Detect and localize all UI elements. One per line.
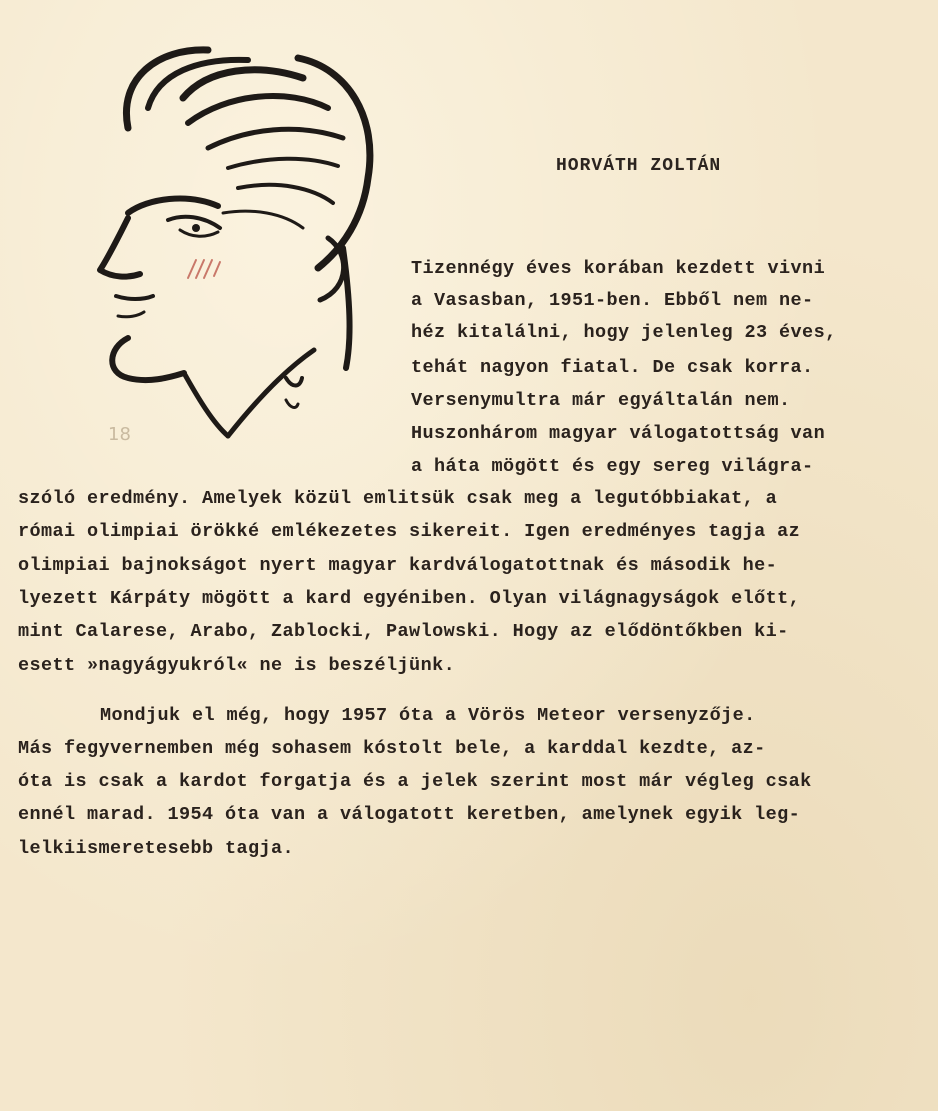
text-line: óta is csak a kardot forgatja és a jelek szerint most már végleg csak <box>18 771 812 792</box>
text-line: Huszonhárom magyar válogatottság van <box>411 423 826 444</box>
text-line: római olimpiai örökké emlékezetes sikereit. Igen eredményes tagja az <box>18 521 801 542</box>
text-line: mint Calarese, Arabo, Zablocki, Pawlowski. Hogy az elődöntőkben ki- <box>18 621 789 642</box>
text-line: héz kitalálni, hogy jelenleg 23 éves, <box>411 322 837 343</box>
margin-mark: 18 <box>108 424 131 445</box>
text-line: a háta mögött és egy sereg világra- <box>411 456 814 477</box>
caricature-portrait <box>88 38 388 448</box>
text-line: lyezett Kárpáty mögött a kard egyéniben. Olyan világnagyságok előtt, <box>18 588 801 609</box>
text-line: Mondjuk el még, hogy 1957 óta a Vörös Meteor versenyzője. <box>100 705 756 726</box>
text-line: Versenymultra már egyáltalán nem. <box>411 390 791 411</box>
text-line: Tizennégy éves korában kezdett vivni <box>411 258 826 279</box>
text-line: lelkiismeretesebb tagja. <box>18 838 295 859</box>
text-line: tehát nagyon fiatal. De csak korra. <box>411 357 814 378</box>
text-line: olimpiai bajnokságot nyert magyar kardválogatottnak és második he- <box>18 555 778 576</box>
article-title: HORVÁTH ZOLTÁN <box>556 156 722 176</box>
text-line: esett »nagyágyukról« ne is beszéljünk. <box>18 655 456 676</box>
text-line: ennél marad. 1954 óta van a válogatott keretben, amelynek egyik leg- <box>18 804 801 825</box>
text-line: Más fegyvernemben még sohasem kóstolt bele, a karddal kezdte, az- <box>18 738 766 759</box>
text-line: a Vasasban, 1951-ben. Ebből nem ne- <box>411 290 814 311</box>
text-line: szóló eredmény. Amelyek közül emlitsük csak meg a legutóbbiakat, a <box>18 488 778 509</box>
